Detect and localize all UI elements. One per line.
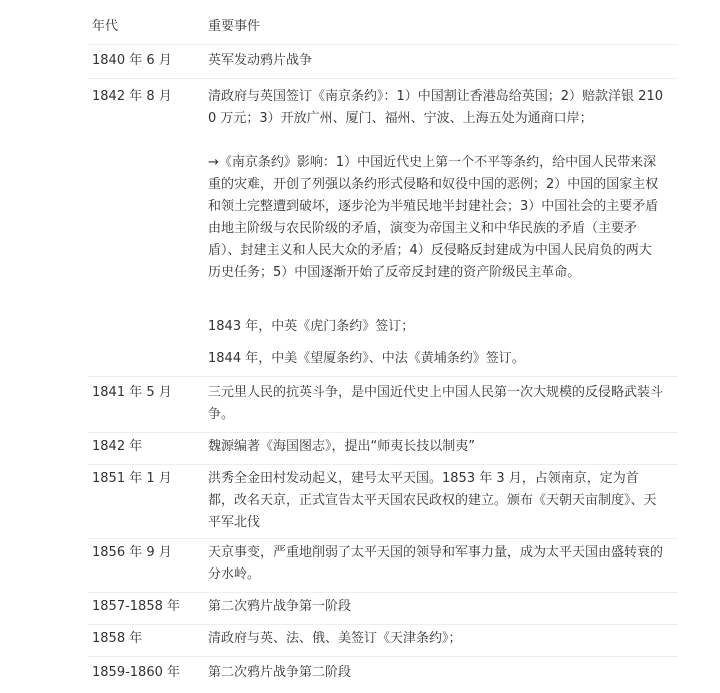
row-event: 英军发动鸦片战争 — [208, 53, 313, 68]
row-divider — [88, 376, 678, 377]
header-event: 重要事件 — [208, 19, 261, 34]
row-event: 天京事变，严重地削弱了太平天国的领导和军事力量，成为太平天国由盛转衰的分水岭。 — [208, 545, 664, 582]
row-event: 1844 年，中美《望厦条约》、中法《黄埔条约》签订。 — [208, 351, 525, 366]
row-year: 1858 年 — [92, 631, 143, 646]
row-year: 1840 年 6 月 — [92, 53, 172, 68]
row-event: 清政府与英国签订《南京条约》：1）中国割让香港岛给英国；2）赔款洋银 2100 万元；3）开放广州、厦门、福州、宁波、上海五处为通商口岸； — [208, 89, 663, 126]
row-year: 1842 年 — [92, 439, 143, 454]
row-year: 1856 年 9 月 — [92, 545, 172, 560]
row-divider — [88, 432, 678, 433]
row-divider — [88, 464, 678, 465]
row-divider — [88, 592, 678, 593]
row-divider — [88, 78, 678, 79]
row-event: 1843 年，中英《虎门条约》签订； — [208, 319, 415, 334]
row-event: 第二次鸦片战争第二阶段 — [208, 665, 352, 680]
row-event: 魏源编著《海国图志》，提出“师夷长技以制夷” — [208, 439, 475, 454]
row-divider — [88, 44, 678, 45]
row-divider — [88, 624, 678, 625]
row-year: 1851 年 1 月 — [92, 471, 172, 486]
header-year: 年代 — [92, 19, 119, 34]
row-year: 1857-1858 年 — [92, 599, 180, 614]
row-year: 1842 年 8 月 — [92, 89, 172, 104]
row-event: 清政府与英、法、俄、美签订《天津条约》； — [208, 631, 462, 646]
row-divider — [88, 538, 678, 539]
row-event: →《南京条约》影响：1）中国近代史上第一个不平等条约，给中国人民带来深重的灾难，开创了列强以条约形式侵略和奴役中国的恶例；2）中国的国家主权和领土完整遭到破坏，逐步沦为半殖民地半封建社会；3）中国社会的主要矛盾由地主阶级与农民阶级的矛盾，演变为帝国主义和中华民族的矛盾（主要矛盾）、封建主义和人民大众的矛盾；4）反侵略反封建成为中国人民肩负的两大历史任务；5）中国逐渐开始了反帝反封建的资产阶级民主革命。 — [208, 155, 659, 280]
row-event: 三元里人民的抗英斗争，是中国近代史上中国人民第一次大规模的反侵略武装斗争。 — [208, 385, 664, 422]
row-divider — [88, 656, 678, 657]
row-year: 1859-1860 年 — [92, 665, 180, 680]
row-year: 1841 年 5 月 — [92, 385, 172, 400]
row-event: 洪秀全金田村发动起义，建号太平天国。1853 年 3 月，占领南京，定为首都，改名天京，正式宣告太平天国农民政权的建立。颁布《天朝天亩制度》、天平军北伐 — [208, 471, 657, 530]
row-event: 第二次鸦片战争第一阶段 — [208, 599, 352, 614]
